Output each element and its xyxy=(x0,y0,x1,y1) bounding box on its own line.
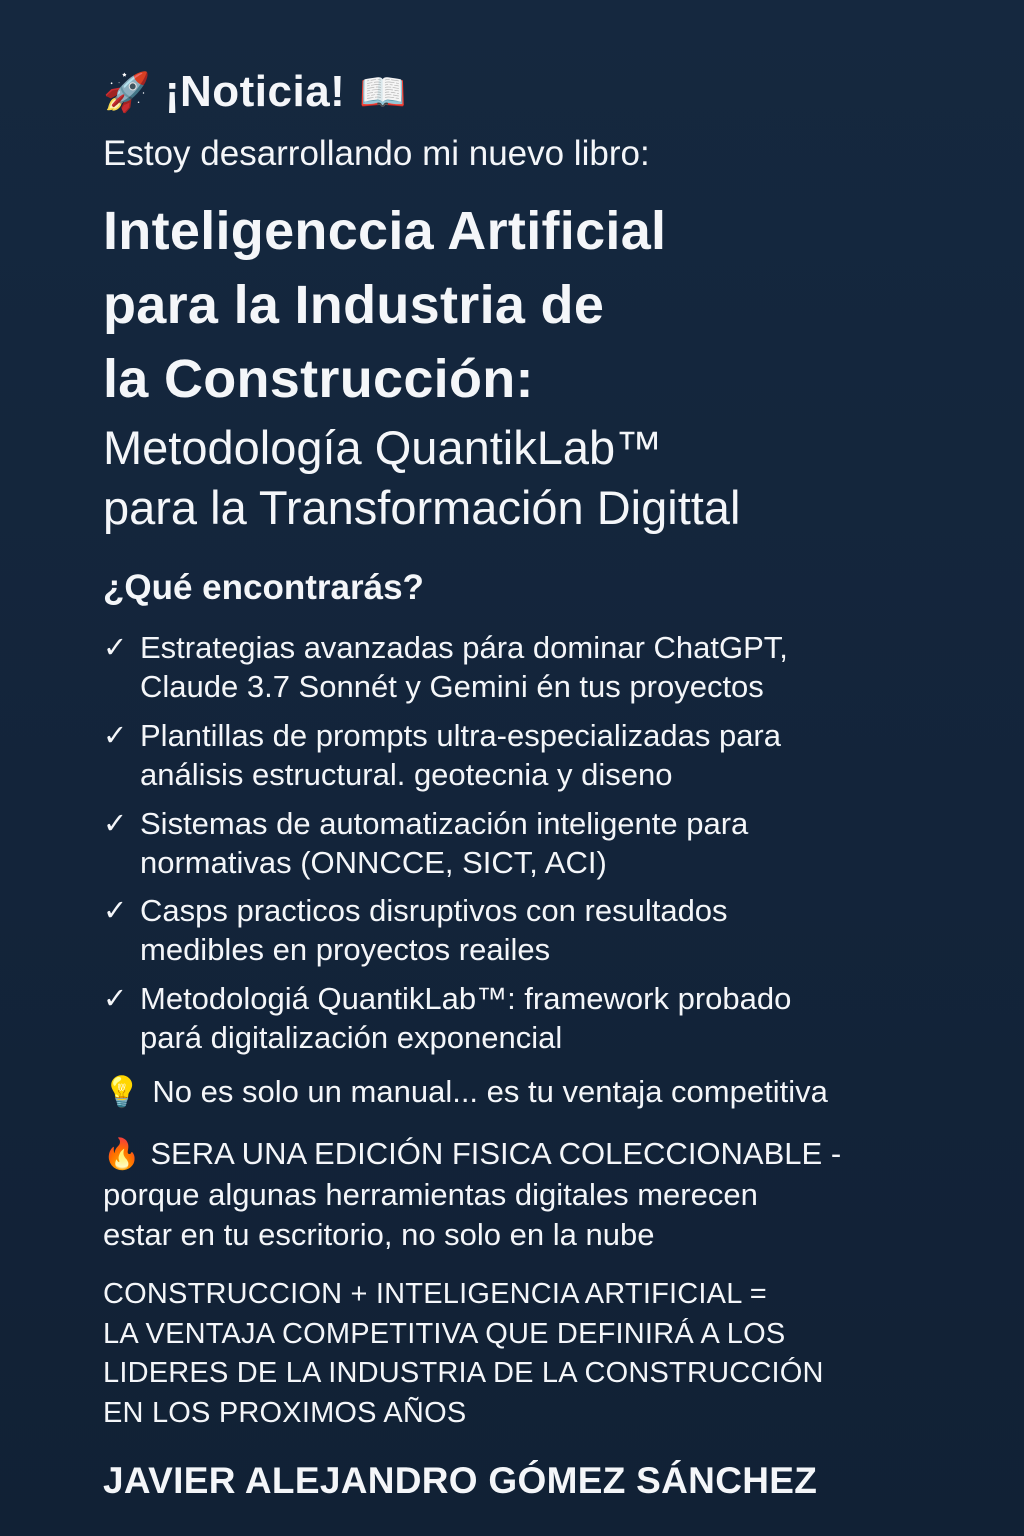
tagline xyxy=(103,1074,828,1110)
book-icon: 📖 xyxy=(359,69,408,114)
news-header xyxy=(103,62,407,122)
slogan-line: EN LOS PROXIMOS AÑOS xyxy=(103,1397,467,1429)
book-subtitle-line: para la Transformación Digittal xyxy=(103,481,741,534)
features-heading: ¿Qué encontrarás? xyxy=(103,568,424,607)
feature-item-line: Casps practicos disruptivos con resultados xyxy=(140,893,728,928)
fire-icon: 🔥 xyxy=(103,1136,141,1172)
feature-item-line: pará digitalización exponencial xyxy=(140,1020,563,1055)
feature-item-line: Claude 3.7 Sonnét y Gemini én tus proyectos xyxy=(140,669,764,704)
edition-text: SERA UNA EDICIÓN FISICA COLECCIONABLE - xyxy=(150,1136,842,1171)
edition-line: estar en tu escritorio, no solo en la nube xyxy=(103,1217,655,1252)
news-label: ¡Noticia! xyxy=(164,67,346,116)
feature-item-line: análisis estructural. geotecnia y diseno xyxy=(140,757,673,792)
intro-text: Estoy desarrollando mi nuevo libro: xyxy=(103,134,650,173)
check-icon: ✓ xyxy=(103,718,128,752)
slogan-line: CONSTRUCCION + INTELIGENCIA ARTIFICIAL = xyxy=(103,1278,767,1310)
feature-item-line: normativas (ONNCCE, SICT, ACI) xyxy=(140,845,607,880)
book-title-line: para la Industria de xyxy=(103,275,605,335)
check-icon: ✓ xyxy=(103,893,128,927)
check-icon: ✓ xyxy=(103,630,128,664)
feature-item-line: Metodologiá QuantikLab™: framework probado xyxy=(140,981,792,1016)
check-icon: ✓ xyxy=(103,981,128,1015)
feature-item-line: Sistemas de automatización inteligente para xyxy=(140,806,749,841)
author-name: JAVIER ALEJANDRO GÓMEZ SÁNCHEZ xyxy=(103,1460,818,1501)
edition-line xyxy=(103,1136,841,1172)
book-title-line: la Construcción: xyxy=(103,349,534,409)
rocket-icon: 🚀 xyxy=(103,69,151,114)
check-icon: ✓ xyxy=(103,806,128,840)
tagline-text: No es solo un manual... es tu ventaja competitiva xyxy=(152,1074,828,1109)
lightbulb-icon: 💡 xyxy=(103,1074,141,1110)
feature-item-line: Plantillas de prompts ultra-especializadas para xyxy=(140,718,781,753)
edition-line: porque algunas herramientas digitales merecen xyxy=(103,1177,758,1212)
feature-item-line: medibles en proyectos reailes xyxy=(140,932,551,967)
book-subtitle-line: Metodología QuantikLab™ xyxy=(103,421,663,474)
book-title-line: Inteligenccia Artificial xyxy=(103,201,667,261)
feature-item-line: Estrategias avanzadas pára dominar ChatGPT, xyxy=(140,630,788,665)
slogan-line: LA VENTAJA COMPETITIVA QUE DEFINIRÁ A LOS xyxy=(103,1318,786,1350)
slogan-line: LIDERES DE LA INDUSTRIA DE LA CONSTRUCCIÓN xyxy=(103,1357,824,1389)
